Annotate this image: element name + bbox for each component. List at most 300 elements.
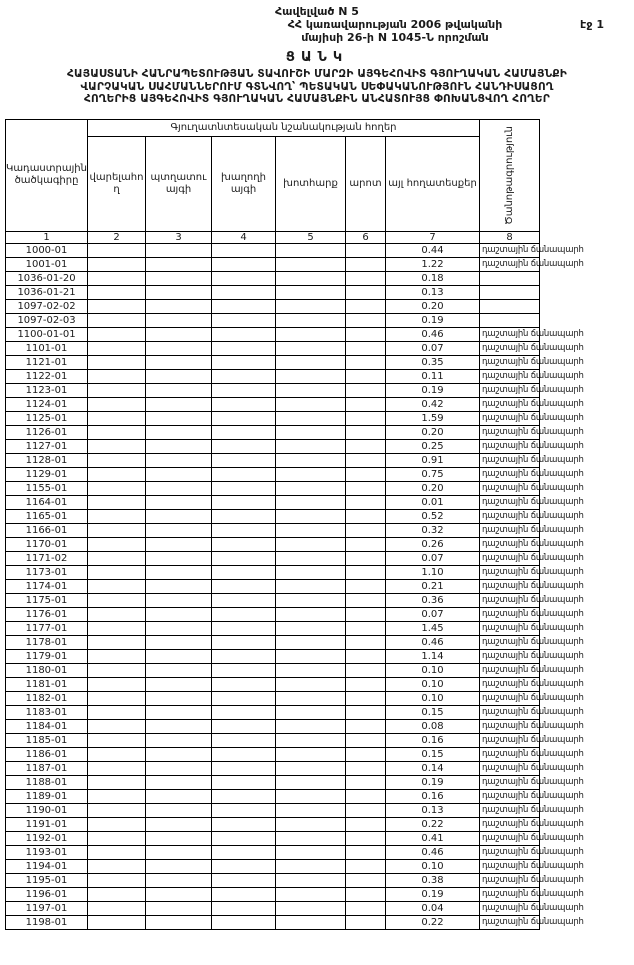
table-row xyxy=(6,565,540,579)
other-lands-cell: 0.52 xyxy=(386,509,480,523)
vineyard-cell xyxy=(212,649,276,663)
vineyard-cell xyxy=(212,383,276,397)
orchard-cell xyxy=(146,803,212,817)
hayfield-cell xyxy=(276,425,346,439)
arable-cell xyxy=(88,607,146,621)
vineyard-cell xyxy=(212,467,276,481)
arable-cell xyxy=(88,565,146,579)
pasture-cell xyxy=(346,621,386,635)
note-cell: դաշտային ճանապարհ xyxy=(480,355,540,369)
pasture-cell xyxy=(346,845,386,859)
hayfield-cell xyxy=(276,509,346,523)
subtitle-line-3: ՀՈՂԵՐԻՑ ԱՅԳԵՀՈՎԻՏ ԳՅՈՒՂԱԿԱՆ ՀԱՄԱՅՆՔԻՆ ԱՆՀԱՏՈՒՅՑ ՓՈԽԱՆՑՎՈՂ ՀՈՂԵՐ xyxy=(84,93,550,105)
other-lands-cell: 0.41 xyxy=(386,831,480,845)
orchard-cell xyxy=(146,383,212,397)
doc-title: ՑԱՆԿ xyxy=(285,50,349,65)
note-cell: դաշտային ճանապարհ xyxy=(480,369,540,383)
orchard-cell xyxy=(146,649,212,663)
col-header-arable-land: վարելահող xyxy=(88,136,146,231)
pasture-cell xyxy=(346,649,386,663)
vineyard-cell xyxy=(212,439,276,453)
arable-cell xyxy=(88,775,146,789)
hayfield-cell xyxy=(276,285,346,299)
pasture-cell xyxy=(346,481,386,495)
pasture-cell xyxy=(346,397,386,411)
vineyard-cell xyxy=(212,313,276,327)
table-row xyxy=(6,901,540,915)
hayfield-cell xyxy=(276,593,346,607)
cadastral-code-cell: 1124-01 xyxy=(6,397,88,411)
note-cell: դաշտային ճանապարհ xyxy=(480,677,540,691)
note-cell: դաշտային ճանապարհ xyxy=(480,817,540,831)
pasture-cell xyxy=(346,327,386,341)
pasture-cell xyxy=(346,341,386,355)
other-lands-cell: 0.10 xyxy=(386,663,480,677)
cadastral-code-cell: 1174-01 xyxy=(6,579,88,593)
vineyard-cell xyxy=(212,579,276,593)
other-lands-cell: 0.46 xyxy=(386,635,480,649)
table-row xyxy=(6,495,540,509)
note-cell: դաշտային ճանապարհ xyxy=(480,859,540,873)
orchard-cell xyxy=(146,579,212,593)
table-row xyxy=(6,719,540,733)
arable-cell xyxy=(88,523,146,537)
page-number-label: էջ 1 xyxy=(580,18,604,31)
cadastral-code-cell: 1183-01 xyxy=(6,705,88,719)
other-lands-cell: 0.15 xyxy=(386,705,480,719)
orchard-cell xyxy=(146,271,212,285)
orchard-cell xyxy=(146,635,212,649)
hayfield-cell xyxy=(276,327,346,341)
vineyard-cell xyxy=(212,271,276,285)
pasture-cell xyxy=(346,369,386,383)
orchard-cell xyxy=(146,663,212,677)
cadastral-code-cell: 1181-01 xyxy=(6,677,88,691)
cadastral-code-cell: 1191-01 xyxy=(6,817,88,831)
table-row xyxy=(6,859,540,873)
cadastral-code-cell: 1036-01-20 xyxy=(6,271,88,285)
gov-decision-line-2: մայիսի 26-ի N 1045-Ն որոշման xyxy=(301,31,489,44)
arable-cell xyxy=(88,761,146,775)
pasture-cell xyxy=(346,355,386,369)
orchard-cell xyxy=(146,593,212,607)
other-lands-cell: 1.10 xyxy=(386,565,480,579)
hayfield-cell xyxy=(276,915,346,929)
other-lands-cell: 0.13 xyxy=(386,803,480,817)
vineyard-cell xyxy=(212,775,276,789)
cadastral-code-cell: 1179-01 xyxy=(6,649,88,663)
hayfield-cell xyxy=(276,369,346,383)
other-lands-cell: 0.35 xyxy=(386,355,480,369)
vineyard-cell xyxy=(212,481,276,495)
table-row xyxy=(6,313,540,327)
hayfield-cell xyxy=(276,831,346,845)
note-cell: դաշտային ճանապարհ xyxy=(480,663,540,677)
pasture-cell xyxy=(346,635,386,649)
vineyard-cell xyxy=(212,299,276,313)
note-cell: դաշտային ճանապարհ xyxy=(480,551,540,565)
column-number-6: 6 xyxy=(346,231,386,243)
cadastral-code-cell: 1182-01 xyxy=(6,691,88,705)
hayfield-cell xyxy=(276,537,346,551)
hayfield-cell xyxy=(276,873,346,887)
arable-cell xyxy=(88,243,146,257)
col-header-hayfield: խոտհարք xyxy=(276,136,346,231)
note-cell xyxy=(480,285,540,299)
other-lands-cell: 0.10 xyxy=(386,859,480,873)
other-lands-cell: 0.19 xyxy=(386,887,480,901)
hayfield-cell xyxy=(276,439,346,453)
orchard-cell xyxy=(146,299,212,313)
pasture-cell xyxy=(346,677,386,691)
arable-cell xyxy=(88,845,146,859)
arable-cell xyxy=(88,551,146,565)
other-lands-cell: 0.20 xyxy=(386,299,480,313)
other-lands-cell: 0.18 xyxy=(386,271,480,285)
table-row xyxy=(6,243,540,257)
orchard-cell xyxy=(146,859,212,873)
note-cell: դաշտային ճանապարհ xyxy=(480,257,540,271)
table-row xyxy=(6,789,540,803)
arable-cell xyxy=(88,579,146,593)
pasture-cell xyxy=(346,691,386,705)
other-lands-cell: 0.21 xyxy=(386,579,480,593)
hayfield-cell xyxy=(276,789,346,803)
table-row xyxy=(6,411,540,425)
cadastral-code-cell: 1178-01 xyxy=(6,635,88,649)
vineyard-cell xyxy=(212,453,276,467)
vineyard-cell xyxy=(212,243,276,257)
note-cell: դաշտային ճանապարհ xyxy=(480,243,540,257)
gov-decision-line-1: ՀՀ կառավարության 2006 թվականի xyxy=(287,18,503,31)
other-lands-cell: 1.22 xyxy=(386,257,480,271)
vineyard-cell xyxy=(212,355,276,369)
orchard-cell xyxy=(146,747,212,761)
orchard-cell xyxy=(146,775,212,789)
table-row xyxy=(6,775,540,789)
hayfield-cell xyxy=(276,453,346,467)
cadastral-code-cell: 1184-01 xyxy=(6,719,88,733)
note-cell xyxy=(480,313,540,327)
cadastral-code-cell: 1121-01 xyxy=(6,355,88,369)
pasture-cell xyxy=(346,915,386,929)
arable-cell xyxy=(88,733,146,747)
vineyard-cell xyxy=(212,761,276,775)
other-lands-cell: 0.36 xyxy=(386,593,480,607)
arable-cell xyxy=(88,271,146,285)
cadastral-code-cell: 1190-01 xyxy=(6,803,88,817)
pasture-cell xyxy=(346,565,386,579)
pasture-cell xyxy=(346,775,386,789)
hayfield-cell xyxy=(276,719,346,733)
vineyard-cell xyxy=(212,257,276,271)
note-cell: դաշտային ճանապարհ xyxy=(480,733,540,747)
cadastral-code-cell: 1198-01 xyxy=(6,915,88,929)
cadastral-code-cell: 1128-01 xyxy=(6,453,88,467)
arable-cell xyxy=(88,831,146,845)
cadastral-code-cell: 1100-01-01 xyxy=(6,327,88,341)
table-row xyxy=(6,327,540,341)
other-lands-cell: 0.38 xyxy=(386,873,480,887)
orchard-cell xyxy=(146,257,212,271)
other-lands-cell: 0.19 xyxy=(386,383,480,397)
hayfield-cell xyxy=(276,355,346,369)
orchard-cell xyxy=(146,481,212,495)
vineyard-cell xyxy=(212,901,276,915)
note-cell: դաշտային ճանապարհ xyxy=(480,467,540,481)
note-cell: դաշտային ճանապարհ xyxy=(480,705,540,719)
cadastral-code-cell: 1125-01 xyxy=(6,411,88,425)
table-row xyxy=(6,341,540,355)
cadastral-code-cell: 1129-01 xyxy=(6,467,88,481)
orchard-cell xyxy=(146,719,212,733)
vineyard-cell xyxy=(212,607,276,621)
vineyard-cell xyxy=(212,565,276,579)
note-cell: դաշտային ճանապարհ xyxy=(480,523,540,537)
pasture-cell xyxy=(346,383,386,397)
other-lands-cell: 0.19 xyxy=(386,775,480,789)
table-body xyxy=(6,243,584,929)
orchard-cell xyxy=(146,341,212,355)
note-cell: դաշտային ճանապարհ xyxy=(480,425,540,439)
arable-cell xyxy=(88,327,146,341)
pasture-cell xyxy=(346,593,386,607)
vineyard-cell xyxy=(212,327,276,341)
table-row xyxy=(6,817,540,831)
cadastral-code-cell: 1122-01 xyxy=(6,369,88,383)
vineyard-cell xyxy=(212,397,276,411)
column-number-1: 1 xyxy=(6,231,88,243)
note-cell: դաշտային ճանապարհ xyxy=(480,397,540,411)
arable-cell xyxy=(88,691,146,705)
table-row xyxy=(6,845,540,859)
other-lands-cell: 0.11 xyxy=(386,369,480,383)
orchard-cell xyxy=(146,873,212,887)
table-row xyxy=(6,397,540,411)
orchard-cell xyxy=(146,523,212,537)
hayfield-cell xyxy=(276,649,346,663)
land-parcels-table xyxy=(5,119,584,930)
hayfield-cell xyxy=(276,495,346,509)
arable-cell xyxy=(88,257,146,271)
arable-cell xyxy=(88,719,146,733)
pasture-cell xyxy=(346,719,386,733)
arable-cell xyxy=(88,817,146,831)
vineyard-cell xyxy=(212,873,276,887)
other-lands-cell: 0.07 xyxy=(386,551,480,565)
other-lands-cell: 0.91 xyxy=(386,453,480,467)
column-number-3: 3 xyxy=(146,231,212,243)
hayfield-cell xyxy=(276,313,346,327)
orchard-cell xyxy=(146,313,212,327)
note-cell: դաշտային ճանապարհ xyxy=(480,887,540,901)
cadastral-code-cell: 1189-01 xyxy=(6,789,88,803)
vineyard-cell xyxy=(212,593,276,607)
table-row xyxy=(6,481,540,495)
table-row xyxy=(6,873,540,887)
hayfield-cell xyxy=(276,803,346,817)
appendix-title: Հավելված N 5 xyxy=(275,5,359,18)
subtitle-line-2: ՎԱՐՉԱԿԱՆ ՍԱՀՄԱՆՆԵՐՈՒՄ ԳՏՆՎՈՂ՝ ՊԵՏԱԿԱՆ ՍԵՓԱԿԱՆՈՒԹՅՈՒՆ ՀԱՆԴԻՍԱՑՈՂ xyxy=(80,80,554,93)
vineyard-cell xyxy=(212,523,276,537)
arable-cell xyxy=(88,509,146,523)
pasture-cell xyxy=(346,817,386,831)
table-row xyxy=(6,425,540,439)
column-number-8: 8 xyxy=(480,231,540,243)
note-cell: դաշտային ճանապարհ xyxy=(480,901,540,915)
table-row xyxy=(6,369,540,383)
cadastral-code-cell: 1036-01-21 xyxy=(6,285,88,299)
orchard-cell xyxy=(146,453,212,467)
note-cell: դաշտային ճանապարհ xyxy=(480,803,540,817)
other-lands-cell: 0.19 xyxy=(386,313,480,327)
col-header-vineyard: խաղողի այգի xyxy=(212,136,276,231)
other-lands-cell: 0.14 xyxy=(386,761,480,775)
arable-cell xyxy=(88,873,146,887)
vineyard-cell xyxy=(212,789,276,803)
cadastral-code-cell: 1127-01 xyxy=(6,439,88,453)
arable-cell xyxy=(88,887,146,901)
orchard-cell xyxy=(146,733,212,747)
cadastral-code-cell: 1165-01 xyxy=(6,509,88,523)
cadastral-code-cell: 1126-01 xyxy=(6,425,88,439)
column-number-5: 5 xyxy=(276,231,346,243)
vineyard-cell xyxy=(212,747,276,761)
pasture-cell xyxy=(346,761,386,775)
vineyard-cell xyxy=(212,859,276,873)
pasture-cell xyxy=(346,453,386,467)
note-cell: դաշտային ճանապարհ xyxy=(480,873,540,887)
note-cell xyxy=(480,271,540,285)
hayfield-cell xyxy=(276,299,346,313)
table-row xyxy=(6,635,540,649)
arable-cell xyxy=(88,383,146,397)
vineyard-cell xyxy=(212,915,276,929)
arable-cell xyxy=(88,789,146,803)
arable-cell xyxy=(88,411,146,425)
pasture-cell xyxy=(346,509,386,523)
vineyard-cell xyxy=(212,803,276,817)
cadastral-code-cell: 1123-01 xyxy=(6,383,88,397)
pasture-cell xyxy=(346,243,386,257)
cadastral-code-cell: 1101-01 xyxy=(6,341,88,355)
orchard-cell xyxy=(146,901,212,915)
arable-cell xyxy=(88,397,146,411)
orchard-cell xyxy=(146,705,212,719)
table-row xyxy=(6,523,540,537)
vineyard-cell xyxy=(212,831,276,845)
note-cell xyxy=(480,299,540,313)
cadastral-code-cell: 1194-01 xyxy=(6,859,88,873)
note-cell: դաշտային ճանապարհ xyxy=(480,691,540,705)
other-lands-cell: 0.20 xyxy=(386,481,480,495)
hayfield-cell xyxy=(276,691,346,705)
pasture-cell xyxy=(346,467,386,481)
cadastral-code-cell: 1177-01 xyxy=(6,621,88,635)
other-lands-cell: 0.08 xyxy=(386,719,480,733)
table-row xyxy=(6,887,540,901)
other-lands-cell: 0.04 xyxy=(386,901,480,915)
arable-cell xyxy=(88,439,146,453)
cadastral-code-cell: 1097-02-03 xyxy=(6,313,88,327)
table-row xyxy=(6,257,540,271)
orchard-cell xyxy=(146,607,212,621)
orchard-cell xyxy=(146,789,212,803)
cadastral-code-cell: 1000-01 xyxy=(6,243,88,257)
orchard-cell xyxy=(146,565,212,579)
cadastral-code-cell: 1187-01 xyxy=(6,761,88,775)
pasture-cell xyxy=(346,523,386,537)
orchard-cell xyxy=(146,677,212,691)
note-cell: դաշտային ճանապարհ xyxy=(480,565,540,579)
cadastral-code-cell: 1186-01 xyxy=(6,747,88,761)
orchard-cell xyxy=(146,831,212,845)
col-group-header-agricultural-lands: Գյուղատնտեսական նշանակության հողեր xyxy=(88,119,480,136)
vineyard-cell xyxy=(212,887,276,901)
pasture-cell xyxy=(346,607,386,621)
vineyard-cell xyxy=(212,495,276,509)
arable-cell xyxy=(88,313,146,327)
cadastral-code-cell: 1188-01 xyxy=(6,775,88,789)
subtitle-line-1: ՀԱՅԱՍՏԱՆԻ ՀԱՆՐԱՊԵՏՈՒԹՅԱՆ ՏԱՎՈՒՇԻ ՄԱՐԶԻ ԱՅԳԵՀՈՎԻՏ ԳՅՈՒՂԱԿԱՆ ՀԱՄԱՅՆՔԻ xyxy=(66,68,567,80)
note-cell: դաշտային ճանապարհ xyxy=(480,439,540,453)
vineyard-cell xyxy=(212,285,276,299)
orchard-cell xyxy=(146,887,212,901)
note-cell: դաշտային ճանապարհ xyxy=(480,789,540,803)
orchard-cell xyxy=(146,411,212,425)
other-lands-cell: 0.10 xyxy=(386,691,480,705)
note-cell: դաշտային ճանապարհ xyxy=(480,495,540,509)
note-cell: դաշտային ճանապարհ xyxy=(480,719,540,733)
column-number-2: 2 xyxy=(88,231,146,243)
pasture-cell xyxy=(346,901,386,915)
table-row xyxy=(6,733,540,747)
other-lands-cell: 0.25 xyxy=(386,439,480,453)
other-lands-cell: 0.10 xyxy=(386,677,480,691)
hayfield-cell xyxy=(276,817,346,831)
gov-decision-block xyxy=(158,18,632,44)
note-header-vertical-text: Ծանոթագրություն xyxy=(503,125,515,225)
vineyard-cell xyxy=(212,691,276,705)
cadastral-code-cell: 1155-01 xyxy=(6,481,88,495)
note-cell: դաշտային ճանապարհ xyxy=(480,761,540,775)
arable-cell xyxy=(88,369,146,383)
table-row xyxy=(6,593,540,607)
pasture-cell xyxy=(346,439,386,453)
orchard-cell xyxy=(146,467,212,481)
note-cell: դաշտային ճանապարհ xyxy=(480,411,540,425)
hayfield-cell xyxy=(276,481,346,495)
arable-cell xyxy=(88,481,146,495)
table-row xyxy=(6,663,540,677)
pasture-cell xyxy=(346,285,386,299)
hayfield-cell xyxy=(276,383,346,397)
other-lands-cell: 1.59 xyxy=(386,411,480,425)
table-row xyxy=(6,383,540,397)
cadastral-code-cell: 1175-01 xyxy=(6,593,88,607)
other-lands-cell: 0.16 xyxy=(386,733,480,747)
other-lands-cell: 1.14 xyxy=(386,649,480,663)
table-row xyxy=(6,649,540,663)
orchard-cell xyxy=(146,369,212,383)
orchard-cell xyxy=(146,285,212,299)
orchard-cell xyxy=(146,495,212,509)
cadastral-code-cell: 1173-01 xyxy=(6,565,88,579)
note-cell: դաշտային ճանապարհ xyxy=(480,845,540,859)
table-row xyxy=(6,551,540,565)
orchard-cell xyxy=(146,551,212,565)
hayfield-cell xyxy=(276,397,346,411)
